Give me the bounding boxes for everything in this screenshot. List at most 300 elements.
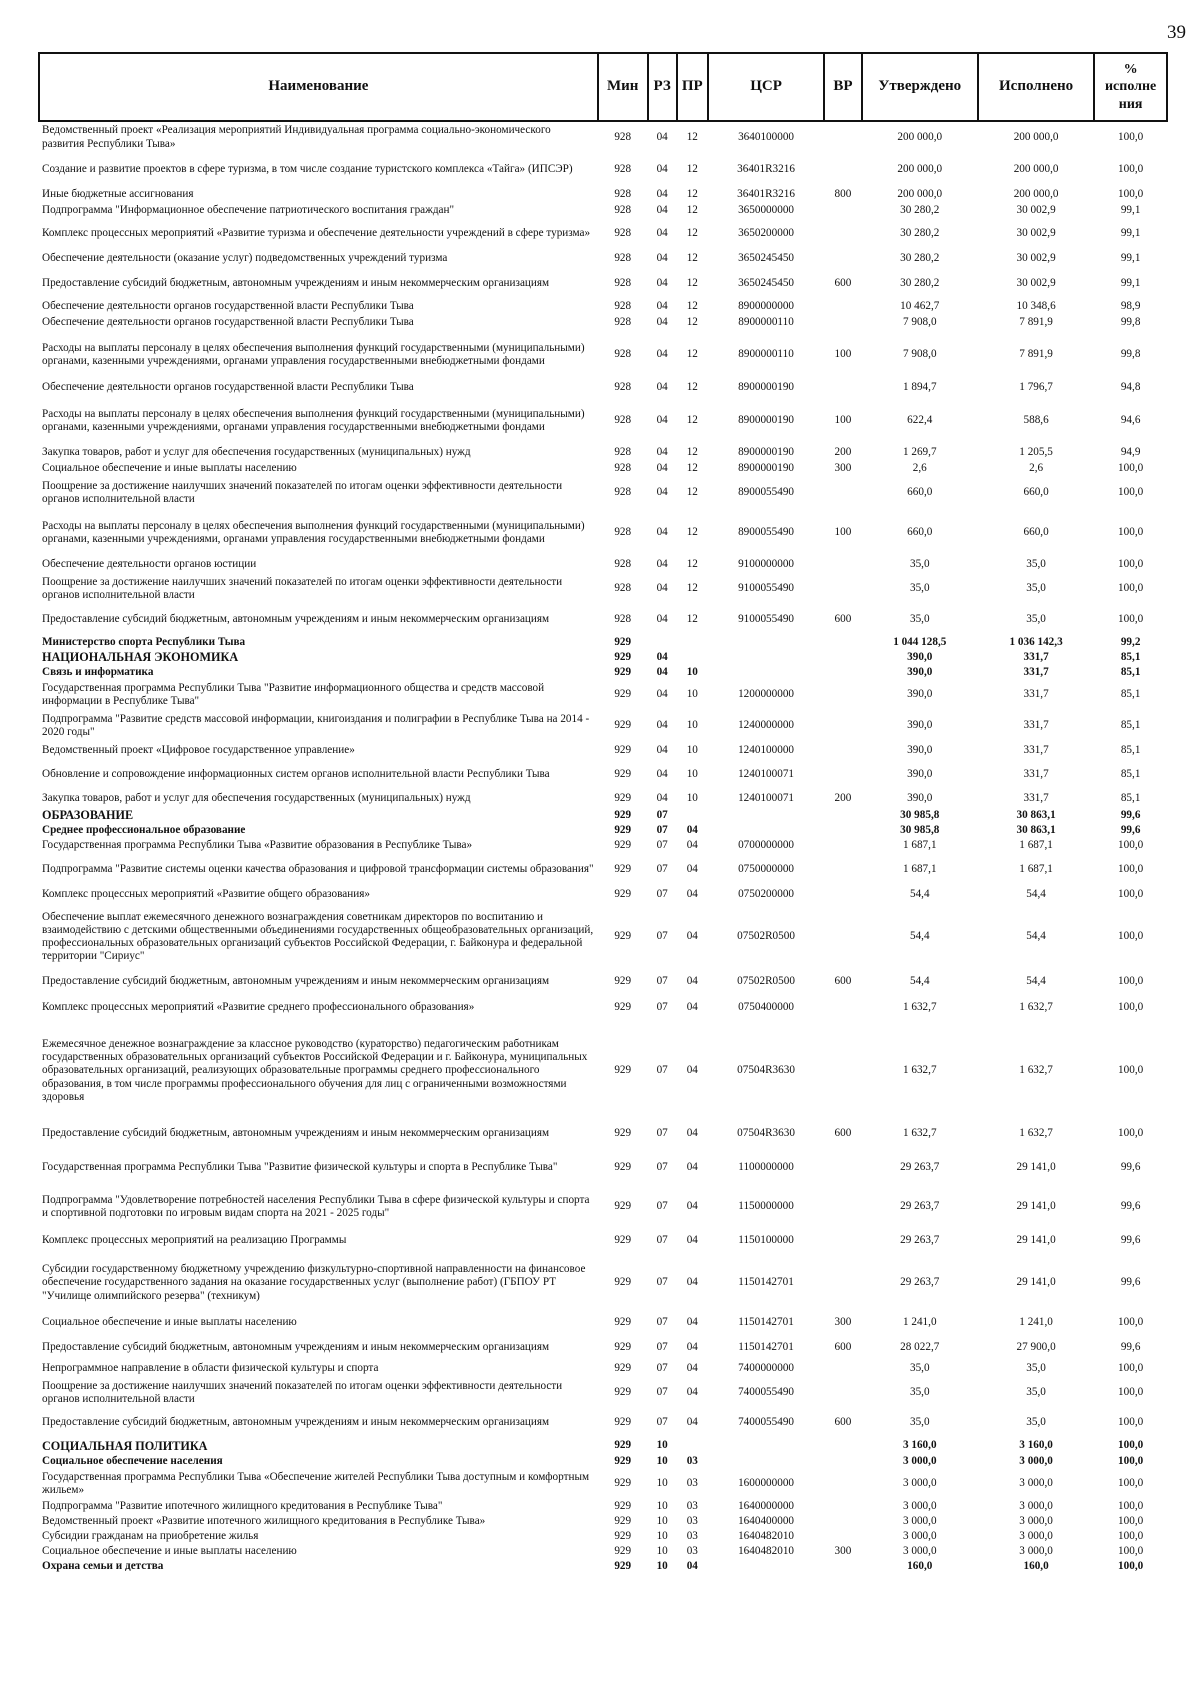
row-rz: 10 (656, 1499, 668, 1512)
table-row (39, 397, 1167, 445)
row-min: 929 (614, 1200, 632, 1213)
row-rz: 04 (656, 526, 668, 539)
row-name: Субсидии государственному бюджетному учреждению физкультурно-спортивной направленности на финансовое обеспечение государственного задания на оказание государственных услуг (выполнение работ) (ГБПОУ РТ "Училище олимпийского резерва" (техникум) (42, 1263, 586, 1302)
table-row (39, 1469, 1167, 1499)
table-row (39, 1148, 1167, 1188)
table-row (39, 1256, 1167, 1310)
row-percent: 100,0 (1118, 1454, 1144, 1467)
budget-execution-table (38, 52, 1168, 1574)
row-name: Предоставление субсидий бюджетным, автономным учреждениям и иным некоммерческим организациям (42, 1341, 550, 1354)
row-executed: 160,0 (1023, 1559, 1049, 1572)
row-min: 929 (614, 1416, 632, 1429)
row-min: 928 (614, 462, 632, 475)
row-approved: 3 000,0 (902, 1499, 937, 1512)
row-name: Государственная программа Республики Тыва «Обеспечение жителей Республики Тыва доступным и комфортным жильем» (42, 1470, 590, 1496)
row-pr (677, 808, 708, 823)
row-pr: 04 (686, 863, 698, 876)
row-min: 929 (614, 1544, 632, 1557)
table-row (39, 203, 1167, 219)
row-executed: 331,7 (1023, 744, 1049, 757)
row-vr: 800 (834, 188, 852, 201)
row-csr: 8900000110 (738, 348, 794, 361)
row-pr: 12 (686, 163, 698, 176)
row-rz: 07 (656, 808, 668, 821)
row-approved: 7 908,0 (902, 348, 937, 361)
row-vr: 600 (834, 613, 852, 626)
row-percent: 100,0 (1118, 582, 1144, 595)
row-pr (677, 650, 708, 665)
row-percent: 99,1 (1120, 227, 1141, 240)
row-vr: 300 (834, 1316, 852, 1329)
row-percent: 100,0 (1118, 1064, 1144, 1077)
row-csr: 7400000000 (738, 1362, 794, 1375)
row-pr: 04 (686, 1276, 698, 1289)
row-csr: 07502R0500 (737, 930, 795, 943)
row-name: Ведомственный проект «Реализация мероприятий Индивидуальная программа социально-экономического развития Республики Тыва» (42, 124, 551, 150)
row-percent: 99,6 (1120, 808, 1141, 821)
row-approved: 54,4 (909, 930, 930, 943)
row-name: Обеспечение деятельности органов государственной власти Республики Тыва (42, 381, 414, 394)
row-csr: 1240000000 (738, 719, 794, 732)
row-percent: 94,8 (1120, 381, 1141, 394)
row-rz: 04 (656, 414, 668, 427)
table-row (39, 635, 1167, 650)
row-vr (824, 219, 861, 249)
row-approved: 30 985,8 (900, 823, 940, 836)
table-row (39, 710, 1167, 742)
row-pr: 12 (686, 227, 698, 240)
row-executed: 331,7 (1023, 792, 1049, 805)
row-approved: 35,0 (909, 1416, 930, 1429)
row-percent: 85,1 (1120, 719, 1141, 732)
row-pr: 04 (686, 888, 698, 901)
row-csr: 7400055490 (738, 1416, 794, 1429)
row-csr: 8900000190 (738, 381, 794, 394)
row-csr: 07502R0500 (737, 975, 795, 988)
row-csr (708, 650, 824, 665)
row-name: Социальное обеспечение и иные выплаты населению (42, 1316, 297, 1329)
row-vr (824, 1514, 861, 1529)
row-approved: 1 687,1 (902, 863, 937, 876)
row-executed: 29 141,0 (1016, 1200, 1056, 1213)
row-pr: 04 (686, 1001, 698, 1014)
row-vr (824, 680, 861, 710)
table-row (39, 1310, 1167, 1336)
table-row (39, 445, 1167, 461)
row-min: 929 (614, 1316, 632, 1329)
row-pr: 10 (686, 665, 698, 678)
row-name: Социальное обеспечение населения (42, 1454, 223, 1467)
row-approved: 7 908,0 (902, 316, 937, 329)
row-percent: 100,0 (1118, 1127, 1144, 1140)
table-row (39, 886, 1167, 904)
row-percent: 99,1 (1120, 277, 1141, 290)
row-percent: 100,0 (1118, 1477, 1144, 1490)
row-executed: 54,4 (1026, 975, 1046, 988)
row-csr: 1150142701 (738, 1316, 794, 1329)
row-pr: 12 (686, 486, 698, 499)
row-pr: 04 (686, 1341, 698, 1354)
row-executed: 1 632,7 (1019, 1064, 1053, 1077)
row-name: Ведомственный проект «Развитие ипотечного жилищного кредитования в Республике Тыва» (42, 1514, 486, 1527)
row-vr (824, 249, 861, 269)
row-name: Подпрограмма "Удовлетворение потребностей населения Республики Тыва в сфере физической культуры и спорта и спортивной подготовки по игровым видам спорта на 2021 - 2025 годы" (42, 1193, 590, 1219)
row-executed: 331,7 (1023, 719, 1049, 732)
row-min: 929 (614, 650, 632, 663)
row-vr (824, 299, 861, 315)
row-min: 928 (614, 348, 632, 361)
row-vr (824, 315, 861, 331)
table-row (39, 760, 1167, 790)
row-min: 929 (614, 1499, 632, 1512)
row-rz: 07 (656, 1161, 668, 1174)
row-approved: 29 263,7 (900, 1276, 940, 1289)
table-row (39, 1559, 1167, 1574)
row-csr (708, 1438, 824, 1454)
row-approved: 3 000,0 (902, 1529, 937, 1542)
row-csr: 9100055490 (738, 613, 794, 626)
table-row (39, 557, 1167, 573)
row-approved: 660,0 (907, 526, 933, 539)
row-approved: 622,4 (907, 414, 933, 427)
row-csr: 0750000000 (738, 863, 794, 876)
row-percent: 99,8 (1120, 316, 1141, 329)
row-min: 929 (614, 768, 632, 781)
row-name: Государственная программа Республики Тыва "Развитие физической культуры и спорта в Республике Тыва" (42, 1161, 558, 1174)
table-row (39, 904, 1167, 970)
row-approved: 2,6 (912, 462, 927, 475)
row-vr (824, 710, 861, 742)
row-executed: 3 000,0 (1019, 1454, 1053, 1467)
row-csr: 36401R3216 (737, 188, 795, 201)
row-percent: 100,0 (1118, 888, 1144, 901)
row-name: Связь и информатика (42, 665, 154, 678)
row-min: 928 (614, 381, 632, 394)
row-vr (824, 838, 861, 854)
row-min: 929 (614, 1454, 632, 1467)
row-csr: 9100000000 (738, 558, 794, 571)
row-name: Комплекс процессных мероприятий «Развитие общего образования» (42, 888, 370, 901)
row-percent: 99,6 (1120, 1276, 1141, 1289)
row-csr: 8900000190 (738, 446, 794, 459)
table-row (39, 1188, 1167, 1226)
row-rz: 04 (656, 204, 668, 217)
row-percent: 100,0 (1118, 1362, 1144, 1375)
row-pr: 12 (686, 130, 698, 143)
table-row (39, 1499, 1167, 1514)
row-pr: 12 (686, 204, 698, 217)
row-pr: 12 (686, 381, 698, 394)
row-rz: 07 (656, 1001, 668, 1014)
row-approved: 390,0 (907, 688, 933, 701)
row-rz: 07 (656, 930, 668, 943)
header-name: Наименование (39, 53, 598, 121)
header-executed: Исполнено (978, 53, 1094, 121)
row-vr (824, 1469, 861, 1499)
row-executed: 30 002,9 (1016, 227, 1056, 240)
row-executed: 54,4 (1026, 930, 1046, 943)
row-vr (824, 808, 861, 823)
row-rz: 04 (656, 188, 668, 201)
row-rz: 07 (656, 888, 668, 901)
row-rz: 04 (656, 688, 668, 701)
row-min: 929 (614, 1514, 632, 1527)
row-name: Подпрограмма "Информационное обеспечение патриотического воспитания граждан" (42, 204, 455, 217)
row-rz: 04 (656, 613, 668, 626)
row-name: ОБРАЗОВАНИЕ (42, 808, 134, 823)
row-vr (824, 760, 861, 790)
table-row (39, 1226, 1167, 1256)
row-csr: 3650000000 (738, 204, 794, 217)
row-rz: 10 (656, 1439, 668, 1452)
row-percent: 100,0 (1118, 1416, 1144, 1429)
row-name: Поощрение за достижение наилучших значений показателей по итогам оценки эффективности деятельности органов исполнительной власти (42, 1379, 563, 1405)
row-pr: 04 (686, 1234, 698, 1247)
row-executed: 30 863,1 (1016, 808, 1056, 821)
row-executed: 1 241,0 (1019, 1316, 1053, 1329)
row-vr: 600 (834, 1127, 852, 1140)
row-rz: 07 (656, 1276, 668, 1289)
header-percent: % исполне ния (1094, 53, 1167, 121)
row-pr: 12 (686, 446, 698, 459)
row-name: Создание и развитие проектов в сфере туризма, в том числе создание туристского комплекса «Тайга» (ИПСЭР) (42, 163, 573, 176)
row-name: Обеспечение деятельности органов государственной власти Республики Тыва (42, 300, 414, 313)
row-csr: 3640100000 (738, 130, 794, 143)
row-executed: 3 000,0 (1019, 1499, 1053, 1512)
row-csr: 8900000000 (738, 300, 794, 313)
row-percent: 100,0 (1118, 188, 1144, 201)
row-min: 928 (614, 613, 632, 626)
row-vr (824, 665, 861, 680)
row-approved: 10 462,7 (900, 300, 940, 313)
row-percent: 99,6 (1120, 1341, 1141, 1354)
row-csr: 1600000000 (738, 1477, 794, 1490)
row-executed: 35,0 (1026, 558, 1046, 571)
row-name: Подпрограмма "Развитие средств массовой информации, книгоиздания и полиграфии в Республике Тыва на 2014 - 2020 годы" (42, 712, 590, 738)
row-percent: 99,6 (1120, 1161, 1141, 1174)
row-rz: 04 (656, 650, 668, 663)
table-row (39, 299, 1167, 315)
table-row (39, 249, 1167, 269)
row-name: Среднее профессиональное образование (42, 823, 246, 836)
row-percent: 100,0 (1118, 558, 1144, 571)
table-row (39, 650, 1167, 665)
row-vr: 600 (834, 1341, 852, 1354)
row-approved: 35,0 (909, 1386, 930, 1399)
row-approved: 390,0 (907, 744, 933, 757)
row-percent: 100,0 (1118, 863, 1144, 876)
row-executed: 331,7 (1023, 650, 1049, 663)
row-rz: 07 (656, 1341, 668, 1354)
row-approved: 35,0 (909, 613, 930, 626)
row-pr: 12 (686, 188, 698, 201)
row-csr: 0700000000 (738, 839, 794, 852)
row-min: 929 (614, 1341, 632, 1354)
row-name: Закупка товаров, работ и услуг для обеспечения государственных (муниципальных) нужд (42, 446, 471, 459)
row-percent: 100,0 (1118, 486, 1144, 499)
row-executed: 331,7 (1023, 688, 1049, 701)
row-min: 929 (614, 665, 632, 678)
row-rz: 04 (656, 768, 668, 781)
row-percent: 100,0 (1118, 839, 1144, 852)
row-percent: 85,1 (1120, 650, 1141, 663)
row-approved: 30 985,8 (900, 808, 940, 821)
row-pr: 04 (686, 1200, 698, 1213)
row-name: Обеспечение деятельности (оказание услуг) подведомственных учреждений туризма (42, 252, 448, 265)
row-min: 928 (614, 204, 632, 217)
table-row (39, 742, 1167, 760)
row-pr: 10 (686, 768, 698, 781)
row-percent: 85,1 (1120, 792, 1141, 805)
row-pr: 12 (686, 316, 698, 329)
page-number: 39 (1167, 22, 1186, 43)
row-executed: 35,0 (1026, 1362, 1046, 1375)
row-csr: 9100055490 (738, 582, 794, 595)
row-percent: 100,0 (1118, 163, 1144, 176)
row-vr (824, 477, 861, 509)
row-percent: 100,0 (1118, 1439, 1144, 1452)
row-executed: 1 687,1 (1019, 863, 1053, 876)
row-percent: 85,1 (1120, 665, 1141, 678)
row-percent: 100,0 (1118, 1001, 1144, 1014)
row-rz: 07 (656, 975, 668, 988)
row-name: НАЦИОНАЛЬНАЯ ЭКОНОМИКА (42, 650, 239, 665)
row-rz: 10 (656, 1477, 668, 1490)
row-pr: 04 (686, 1161, 698, 1174)
row-rz: 04 (656, 665, 668, 678)
table-row (39, 461, 1167, 477)
row-pr: 04 (686, 823, 698, 836)
row-min: 928 (614, 414, 632, 427)
row-pr: 12 (686, 414, 698, 427)
row-csr: 1640400000 (738, 1514, 794, 1527)
row-percent: 100,0 (1118, 526, 1144, 539)
table-row (39, 1336, 1167, 1360)
row-executed: 29 141,0 (1016, 1161, 1056, 1174)
row-pr: 12 (686, 300, 698, 313)
row-vr (824, 1360, 861, 1378)
row-min: 929 (614, 930, 632, 943)
row-vr (824, 1438, 861, 1454)
row-vr (824, 1256, 861, 1310)
row-name: Министерство спорта Республики Тыва (42, 635, 246, 648)
row-vr (824, 742, 861, 760)
row-pr: 12 (686, 613, 698, 626)
table-row (39, 269, 1167, 299)
row-rz: 04 (656, 381, 668, 394)
row-min: 929 (614, 1362, 632, 1375)
row-rz: 07 (656, 1386, 668, 1399)
row-csr: 3650200000 (738, 227, 794, 240)
row-vr (824, 121, 861, 153)
row-name: Охрана семьи и детства (42, 1559, 164, 1572)
row-min: 929 (614, 888, 632, 901)
row-csr (708, 1559, 824, 1574)
row-vr: 300 (834, 462, 852, 475)
row-percent: 100,0 (1118, 1544, 1144, 1557)
row-csr: 7400055490 (738, 1386, 794, 1399)
row-pr: 10 (686, 688, 698, 701)
row-vr (824, 1499, 861, 1514)
row-min: 929 (614, 863, 632, 876)
row-percent: 85,1 (1120, 744, 1141, 757)
row-rz (648, 635, 677, 650)
row-rz: 04 (656, 227, 668, 240)
row-percent: 99,1 (1120, 252, 1141, 265)
row-csr: 8900000190 (738, 414, 794, 427)
row-csr: 3650245450 (738, 277, 794, 290)
row-vr (824, 1378, 861, 1408)
header-rz: РЗ (648, 53, 677, 121)
row-approved: 3 000,0 (902, 1514, 937, 1527)
row-vr (824, 823, 861, 838)
table-row (39, 573, 1167, 605)
row-vr: 600 (834, 975, 852, 988)
row-percent: 100,0 (1118, 1316, 1144, 1329)
row-min: 928 (614, 446, 632, 459)
row-percent: 100,0 (1118, 1559, 1144, 1572)
table-row (39, 970, 1167, 994)
row-pr: 04 (686, 1362, 698, 1375)
row-approved: 54,4 (909, 975, 930, 988)
row-percent: 100,0 (1118, 130, 1144, 143)
row-pr: 12 (686, 462, 698, 475)
row-pr: 04 (686, 1127, 698, 1140)
row-percent: 100,0 (1118, 1529, 1144, 1542)
row-approved: 1 687,1 (902, 839, 937, 852)
row-csr: 1640000000 (738, 1499, 794, 1512)
row-name: Подпрограмма "Развитие ипотечного жилищного кредитования в Республике Тыва" (42, 1499, 443, 1512)
header-vr: ВР (824, 53, 861, 121)
row-vr: 600 (834, 277, 852, 290)
row-approved: 54,4 (909, 888, 930, 901)
row-pr: 12 (686, 558, 698, 571)
row-executed: 1 687,1 (1019, 839, 1053, 852)
row-executed: 29 141,0 (1016, 1276, 1056, 1289)
row-rz: 04 (656, 163, 668, 176)
row-vr (824, 994, 861, 1022)
table-row (39, 838, 1167, 854)
row-pr: 12 (686, 277, 698, 290)
row-rz: 07 (656, 1234, 668, 1247)
row-pr: 03 (686, 1454, 698, 1467)
row-pr: 10 (686, 719, 698, 732)
row-rz: 07 (656, 823, 668, 836)
row-name: Ежемесячное денежное вознаграждение за классное руководство (кураторство) педагогическим работникам государственных образовательных организаций субъектов Российской Федерации и г. Байконура, муниципальных образовательных организаций, реализующих образовательные программы среднего профессионального образования, в том числе программы профессионального обучения для лиц с ограниченными возможностями здоровья (42, 1038, 588, 1103)
row-min: 929 (614, 1477, 632, 1490)
row-csr: 1150100000 (738, 1234, 794, 1247)
row-vr (824, 573, 861, 605)
row-percent: 100,0 (1118, 975, 1144, 988)
row-name: Предоставление субсидий бюджетным, автономным учреждениям и иным некоммерческим организациям (42, 1416, 550, 1429)
row-rz: 04 (656, 582, 668, 595)
row-csr (708, 1454, 824, 1469)
row-name: Государственная программа Республики Тыва "Развитие информационного общества и средств массовой информации в Республике Тыва" (42, 681, 545, 707)
header-approved: Утверждено (862, 53, 978, 121)
row-approved: 1 241,0 (902, 1316, 937, 1329)
row-min: 928 (614, 227, 632, 240)
row-min: 929 (614, 823, 632, 836)
row-min: 929 (614, 1234, 632, 1247)
row-min: 929 (614, 719, 632, 732)
table-row (39, 1360, 1167, 1378)
row-csr: 1150000000 (738, 1200, 794, 1213)
row-rz: 07 (656, 1316, 668, 1329)
table-body (39, 121, 1167, 1574)
row-approved: 1 894,7 (902, 381, 937, 394)
row-approved: 30 280,2 (900, 252, 940, 265)
row-executed: 1 632,7 (1019, 1001, 1053, 1014)
